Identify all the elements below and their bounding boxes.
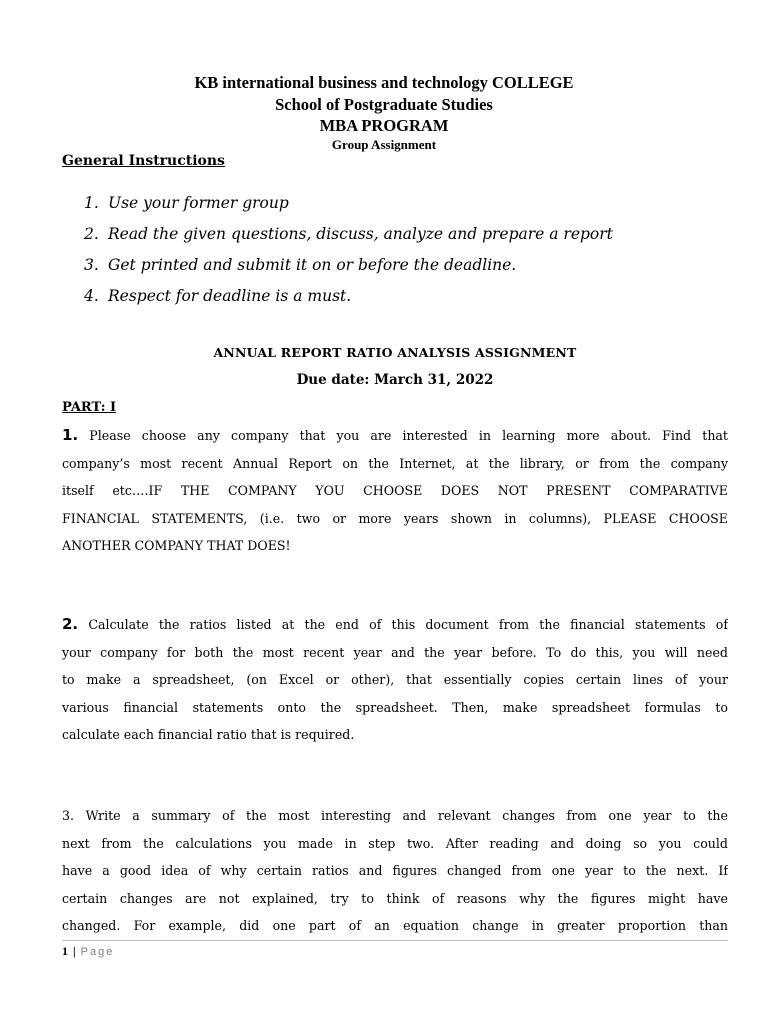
paragraph-line: changed. For example, did one part of an equation change in greater proportion than [62, 918, 728, 934]
question-number: 1. [62, 426, 79, 444]
page-label: Page [80, 946, 115, 958]
instruction-text: Respect for deadline is a must. [108, 287, 352, 305]
question-2-paragraph [62, 611, 728, 749]
part-heading: PART: I [62, 400, 117, 415]
due-date: Due date: March 31, 2022 [296, 372, 494, 388]
program-name: MBA PROGRAM [319, 116, 449, 135]
paragraph-line [62, 611, 728, 639]
line-text: Please choose any company that you are interested in learning more about. Find that [78, 428, 728, 443]
paragraph-line: next from the calculations you made in step two. After reading and doing so you could [62, 835, 728, 851]
question-number: 2. [62, 615, 79, 633]
instruction-item [84, 287, 351, 305]
instruction-item [84, 256, 516, 274]
footer-divider [62, 940, 728, 941]
paragraph-line: to make a spreadsheet, (on Excel or other), that essentially copies certain lines of your [62, 672, 728, 688]
footer-separator: | [73, 944, 76, 958]
instruction-number: 3. [84, 256, 99, 274]
paragraph-line: have a good idea of why certain ratios and figures changed from one year to the next. If [62, 863, 728, 879]
instruction-text: Use your former group [108, 194, 289, 212]
page-number: 1 [62, 944, 68, 958]
instruction-number: 2. [84, 225, 99, 243]
paragraph-line: various financial statements onto the spreadsheet. Then, make spreadsheet formulas to [62, 699, 728, 715]
line-text: Calculate the ratios listed at the end of this document from the financial statements of [78, 617, 728, 632]
general-instructions-heading: General Instructions [62, 153, 225, 169]
paragraph-line: itself etc….IF THE COMPANY YOU CHOOSE DOES NOT PRESENT COMPARATIVE [62, 483, 728, 499]
school-name: School of Postgraduate Studies [275, 95, 493, 114]
instruction-number: 1. [84, 194, 99, 212]
paragraph-line: your company for both the most recent year and the year before. To do this, you will need [62, 644, 728, 660]
college-name: KB international business and technology COLLEGE [194, 73, 574, 92]
assignment-title: ANNUAL REPORT RATIO ANALYSIS ASSIGNMENT [213, 345, 577, 360]
page-footer [62, 944, 114, 959]
paragraph-line: 3. Write a summary of the most interesting and relevant changes from one year to the [62, 808, 728, 823]
instruction-text: Read the given questions, discuss, analyze and prepare a report [108, 225, 613, 243]
instruction-item [84, 194, 289, 212]
instruction-number: 4. [84, 287, 99, 305]
paragraph-line: certain changes are not explained, try to think of reasons why the figures might have [62, 890, 728, 906]
question-1-paragraph [62, 422, 728, 560]
paragraph-line [62, 422, 728, 450]
assignment-type: Group Assignment [331, 137, 437, 152]
paragraph-line: company’s most recent Annual Report on the Internet, at the library, or from the company [62, 455, 728, 471]
paragraph-line: calculate each financial ratio that is required. [62, 727, 355, 743]
instruction-text: Get printed and submit it on or before the deadline. [108, 256, 517, 274]
instruction-item [84, 225, 613, 243]
question-3-paragraph [62, 802, 728, 940]
paragraph-line: FINANCIAL STATEMENTS, (i.e. two or more years shown in columns), PLEASE CHOOSE [62, 510, 728, 526]
paragraph-line: ANOTHER COMPANY THAT DOES! [62, 538, 291, 554]
